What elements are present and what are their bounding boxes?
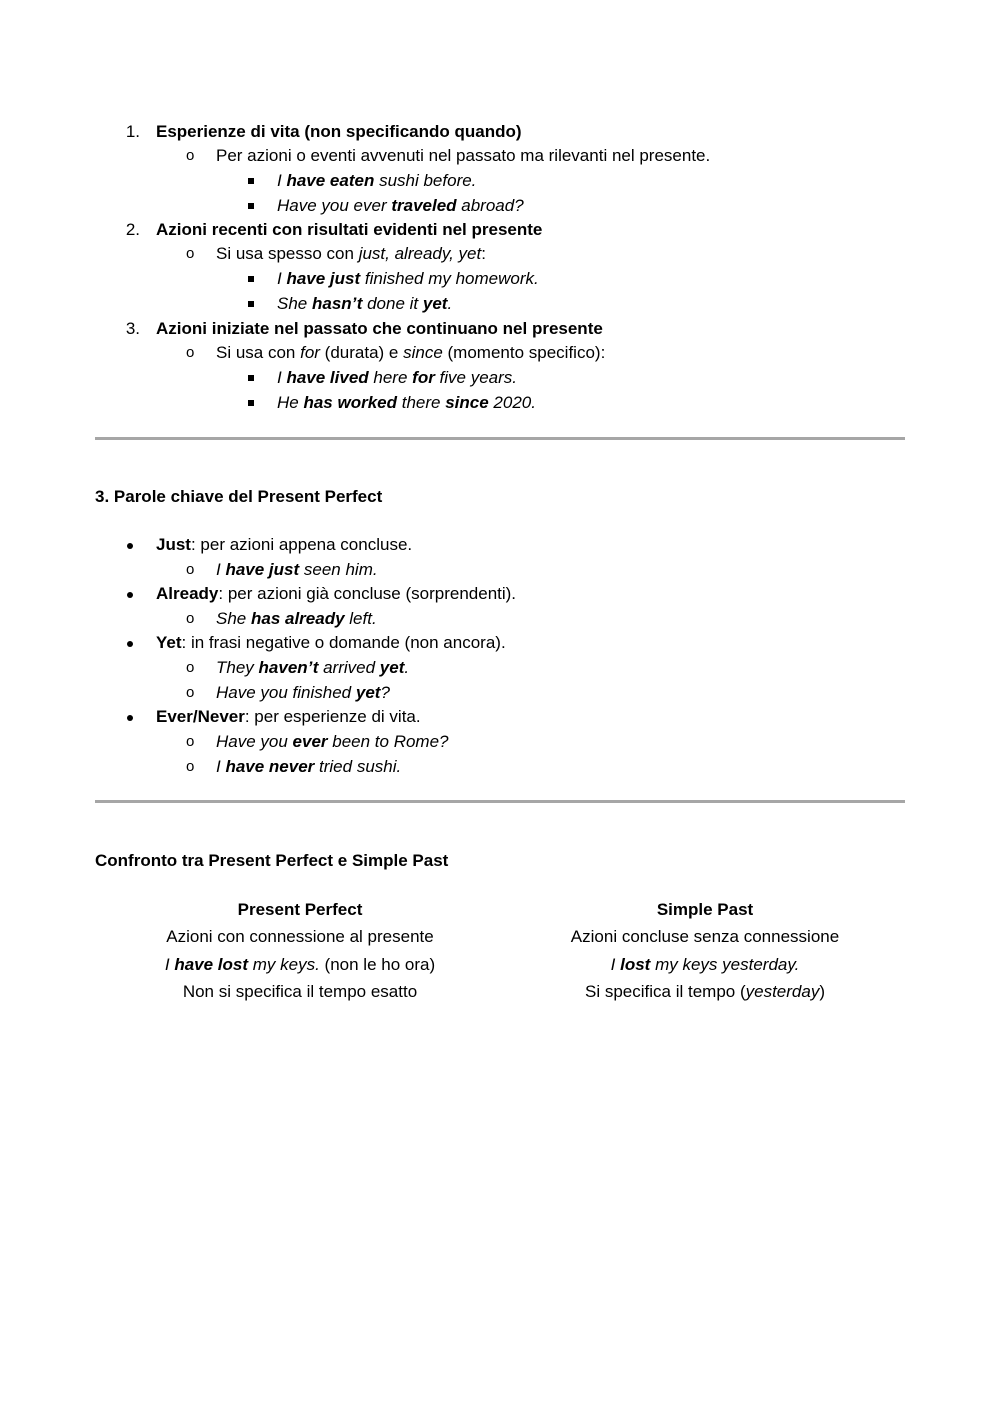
- circle-bullet-icon: o: [186, 758, 195, 775]
- keyword-item: Already: per azioni già concluse (sorprendenti).: [156, 584, 517, 603]
- example-sentence: They haven’t arrived yet.: [216, 658, 410, 677]
- circle-bullet-icon: o: [186, 344, 195, 361]
- circle-bullet-icon: o: [186, 733, 195, 750]
- bullet-dot-icon: [127, 641, 133, 647]
- square-bullet-icon: [248, 178, 254, 184]
- horizontal-divider: [95, 437, 905, 440]
- circle-bullet-icon: o: [186, 610, 195, 627]
- item-number: 2.: [125, 220, 140, 239]
- circle-bullet-icon: o: [186, 245, 195, 262]
- item-number: 3.: [125, 319, 140, 338]
- section-heading: 3. Parole chiave del Present Perfect: [95, 487, 383, 506]
- example-sentence: Have you finished yet?: [216, 683, 390, 702]
- use-note: Si usa spesso con just, already, yet:: [216, 244, 486, 263]
- example-sentence: Have you ever traveled abroad?: [277, 196, 524, 215]
- square-bullet-icon: [248, 301, 254, 307]
- circle-bullet-icon: o: [186, 561, 195, 578]
- circle-bullet-icon: o: [186, 684, 195, 701]
- example-sentence: He has worked there since 2020.: [277, 393, 536, 412]
- example-sentence: I have just finished my homework.: [277, 269, 539, 288]
- comparison-cell: Si specifica il tempo (yesterday): [585, 982, 825, 1001]
- column-title: Present Perfect: [237, 900, 363, 919]
- example-sentence: I have eaten sushi before.: [277, 171, 477, 190]
- use-note: Si usa con for (durata) e since (momento specifico):: [216, 343, 606, 362]
- bullet-dot-icon: [127, 592, 133, 598]
- square-bullet-icon: [248, 203, 254, 209]
- square-bullet-icon: [248, 400, 254, 406]
- example-sentence: I have lived here for five years.: [277, 368, 518, 387]
- keyword-item: Yet: in frasi negative o domande (non ancora).: [156, 633, 506, 652]
- item-number: 1.: [125, 122, 140, 141]
- column-title: Simple Past: [656, 900, 754, 919]
- comparison-cell: Azioni con connessione al presente: [166, 927, 434, 946]
- comparison-cell: I lost my keys yesterday.: [610, 955, 800, 974]
- example-sentence: She has already left.: [216, 609, 377, 628]
- comparison-cell: Non si specifica il tempo esatto: [182, 982, 418, 1001]
- comparison-cell: I have lost my keys. (non le ho ora): [164, 955, 436, 974]
- use-note: Per azioni o eventi avvenuti nel passato ma rilevanti nel presente.: [216, 146, 711, 165]
- example-sentence: I have never tried sushi.: [216, 757, 402, 776]
- use-title: Azioni iniziate nel passato che continuano nel presente: [156, 319, 603, 338]
- square-bullet-icon: [248, 276, 254, 282]
- example-sentence: I have just seen him.: [216, 560, 378, 579]
- use-title: Azioni recenti con risultati evidenti nel presente: [156, 220, 543, 239]
- example-sentence: Have you ever been to Rome?: [216, 732, 449, 751]
- comparison-cell: Azioni concluse senza connessione: [570, 927, 840, 946]
- circle-bullet-icon: o: [186, 659, 195, 676]
- bullet-dot-icon: [127, 715, 133, 721]
- square-bullet-icon: [248, 375, 254, 381]
- keyword-item: Just: per azioni appena concluse.: [156, 535, 413, 554]
- use-title: Esperienze di vita (non specificando quando): [156, 122, 522, 141]
- section-heading: Confronto tra Present Perfect e Simple Past: [95, 851, 449, 870]
- bullet-dot-icon: [127, 543, 133, 549]
- example-sentence: She hasn’t done it yet.: [277, 294, 453, 313]
- keyword-item: Ever/Never: per esperienze di vita.: [156, 707, 421, 726]
- horizontal-divider: [95, 800, 905, 803]
- circle-bullet-icon: o: [186, 147, 195, 164]
